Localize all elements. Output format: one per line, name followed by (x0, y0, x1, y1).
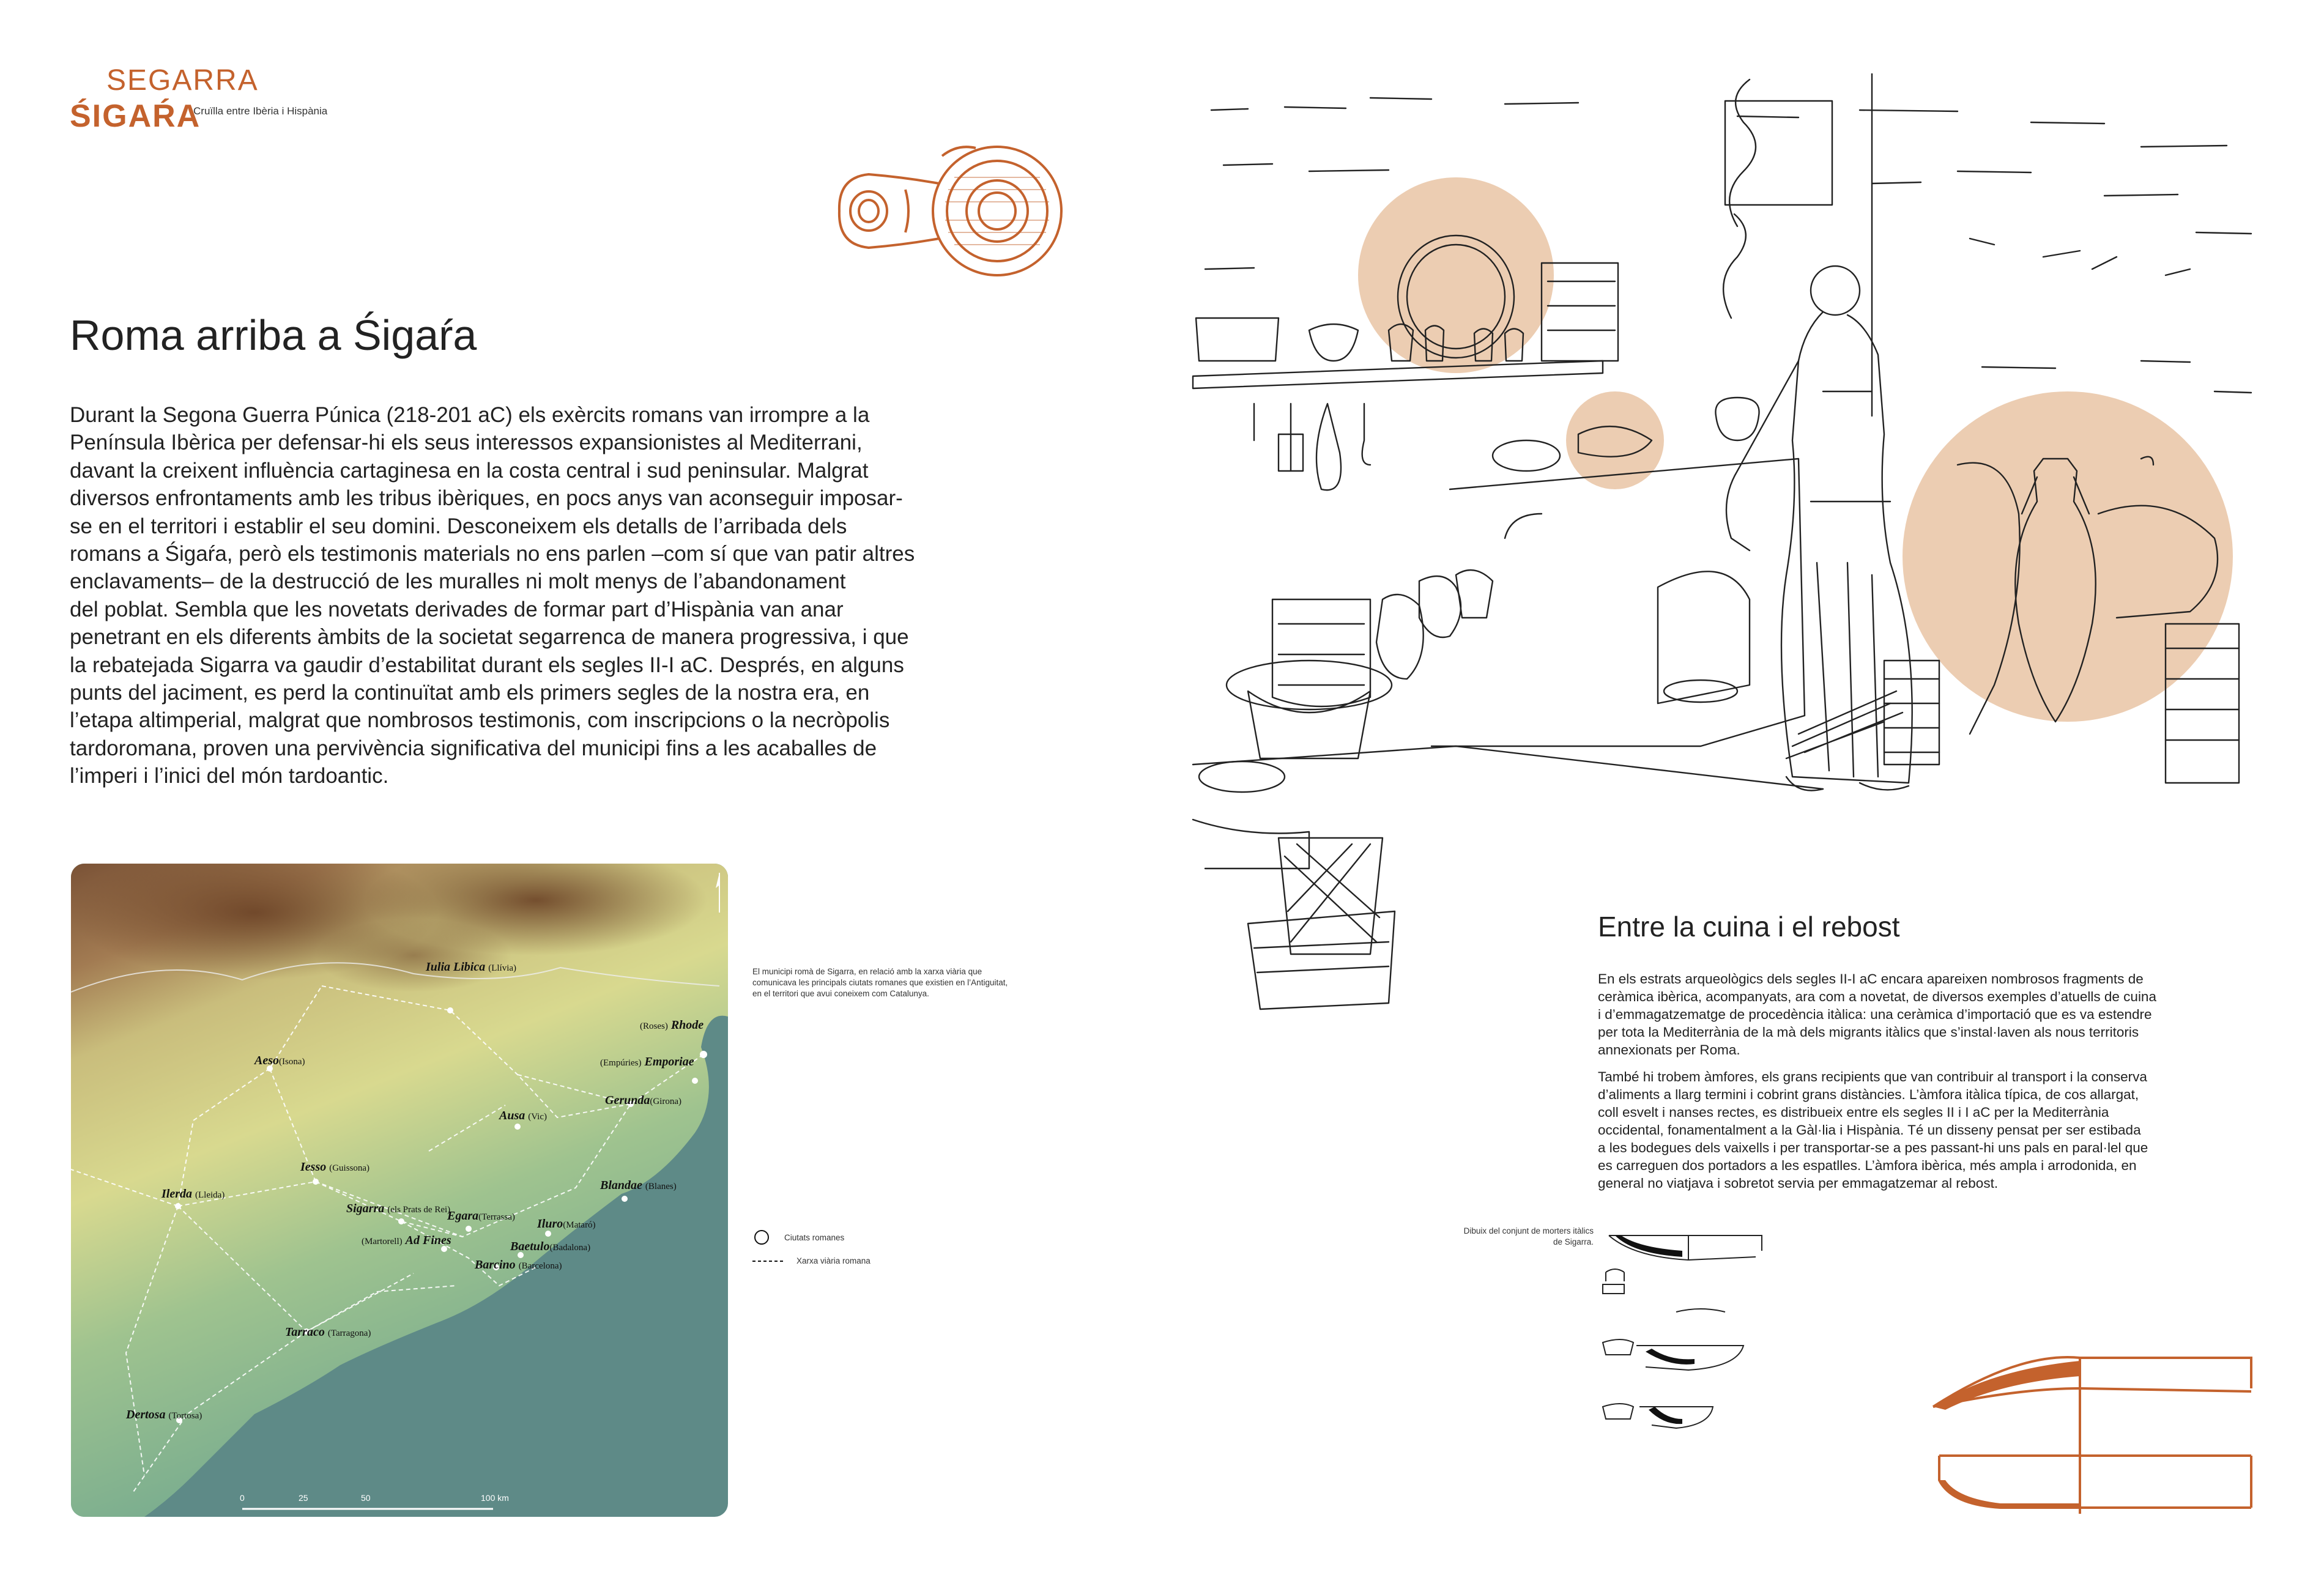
city-emporiae: (Empúries) Emporiae (600, 1055, 694, 1069)
legend-cities-label: Ciutats romanes (784, 1232, 845, 1242)
city-barcino: Barcino (Barcelona) (475, 1258, 562, 1272)
city-sigarra: Sigarra (els Prats de Rei) (346, 1202, 451, 1215)
page-title: Roma arriba a Śigaŕa (70, 311, 477, 359)
city-marker-icon (752, 1228, 771, 1246)
city-iesso: Iesso (Guissona) (300, 1160, 370, 1174)
brand-top-text: SEGARRA (106, 64, 259, 97)
road-line-icon (752, 1258, 783, 1264)
brand-subtitle: Cruïlla entre Ibèria i Hispània (193, 105, 328, 117)
roman-roads-map (71, 864, 728, 1517)
city-baetulo: Baetulo(Badalona) (510, 1240, 591, 1253)
scale-100: 100 km (481, 1493, 509, 1503)
section-paragraph-2: També hi trobem àmfores, els grans recipients que van contribuir al transport i la conserva d’aliments a llarg termini i cobrint grans distàncies. L’àmfora itàlica típica, de cos allargat, coll esvelt i nanses rectes, es distribueix entre els segles II i I aC per la Mediterrània occidental, fonamentalment a la Gàl·lia i Hispània. Té un disseny pensat per ser estibada a les bodegues dels vaixells i per transportar-se a pes passant-hi uns pals en paral·lel que es carreguen dos portadors a les espatlles. L’àmfora ibèrica, més ampla i arrodonida, en general no viatjava i sobretot servia per emmagatzemar al rebost. (1598, 1069, 2148, 1191)
mortar-figure-caption: Dibuix del conjunt de morters itàlics de Sigarra. (1463, 1226, 1594, 1246)
map-caption: El municipi romà de Sigarra, en relació amb la xarxa viària que comunicava les principals ciutats romanes que existien en l’Antiguitat, en el territori que avui coneixem com Catalunya. (752, 967, 1008, 998)
intro-paragraph: Durant la Segona Guerra Púnica (218-201 aC) els exèrcits romans van irrompre a la Península Ibèrica per defensar-hi els seus interessos expansionistes al Mediterrani, davant la creixent influència cartaginesa en la costa central i sud peninsular. Malgrat diversos enfrontaments amb les tribus ibèriques, en pocs anys van aconseguir imposar- se en el territori i establir el seu domini. Desconeixem els detalls de l’arribada dels romans a Śigaŕa, però els testimonis materials no ens parlen –com sí que van patir altres enclavaments– de la destrucció de les muralles ni molt menys de l’abandonament del poblat. Sembla que les novetats derivades de formar part d’Hispània van anar penetrant en els diferents àmbits de la societat segarrenca de manera progressiva, i que la rebatejada Sigarra va gaudir d’estabilitat durant els segles II-I aC. Després, en alguns punts del jaciment, es perd la continuïtat amb els primers segles de la nostra era, en l’etapa altimperial, malgrat que nombrosos testimonis, com inscripcions o la necròpolis tardoromana, proven una pervivència significativa del municipi fins a les acaballes de l’imperi i l’inici del món tardoantic. (70, 403, 915, 788)
lamp-drawing-icon (832, 141, 1077, 281)
legend-roads (752, 1256, 871, 1265)
kitchen-illustration (1187, 73, 2263, 1028)
brand-main-text: ŚIGAŔA (70, 98, 201, 134)
city-ad-fines: (Martorell) Ad Fines (362, 1234, 451, 1247)
scale-25: 25 (299, 1493, 308, 1503)
city-tarraco: Tarraco (Tarragona) (285, 1325, 371, 1339)
city-aeso: Aeso(Isona) (254, 1054, 305, 1067)
legend-roads-label: Xarxa viària romana (796, 1256, 871, 1265)
city-egara: Egara(Terrassa) (447, 1209, 515, 1223)
orange-mortar-drawing (1927, 1333, 2257, 1517)
city-iluro: Iluro(Mataró) (537, 1217, 596, 1231)
city-dertosa: Dertosa (Tortosa) (126, 1408, 202, 1421)
legend-cities (752, 1228, 844, 1246)
section-paragraph-1: En els estrats arqueològics dels segles II-I aC encara apareixen nombrosos fragments de ceràmica ibèrica, acompanyats, ara com a novetat, de diversos exemples d’atuells de cuina i d’emmagatzematge de procedència itàlica: una ceràmica d’importació que es va estendre per tota la Mediterrània de la mà dels migrants itàlics que s’instal·laven als nous territoris annexionats per Roma. (1598, 971, 2156, 1057)
city-iulia-libica: Iulia Libica (Llívia) (426, 960, 517, 974)
city-blandae: Blandae (Blanes) (600, 1179, 677, 1192)
mortar-profiles-drawing (1597, 1223, 1768, 1456)
city-gerunda: Gerunda(Girona) (605, 1094, 682, 1107)
city-ilerda: Ilerda (Lleida) (161, 1187, 225, 1201)
section-title: Entre la cuina i el rebost (1598, 911, 1900, 943)
city-ausa: Ausa (Vic) (499, 1109, 547, 1122)
scale-0: 0 (240, 1493, 245, 1503)
scale-50: 50 (361, 1493, 371, 1503)
city-rhode: (Roses) Rhode (640, 1018, 704, 1032)
